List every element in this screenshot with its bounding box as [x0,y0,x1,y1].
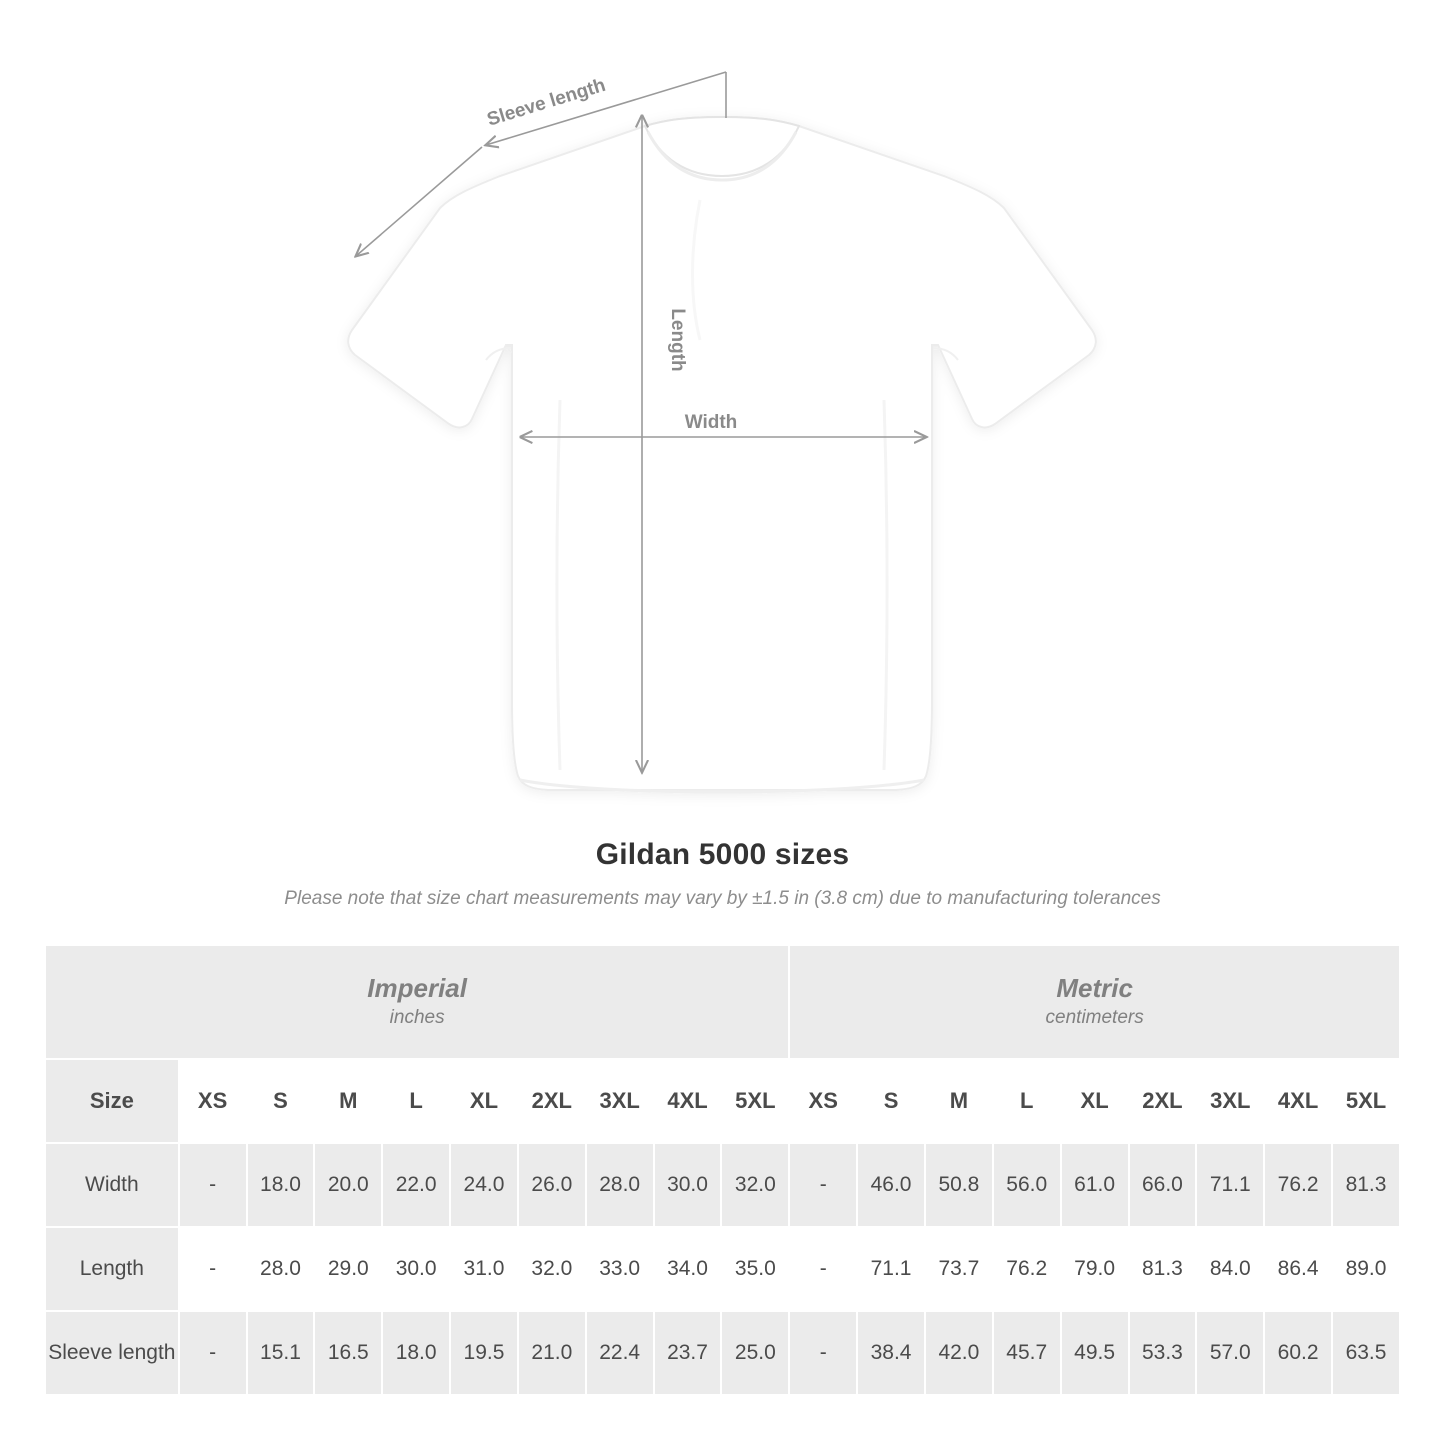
cell-width-metric-4xl: 76.2 [1265,1144,1331,1226]
cell-length-metric-m: 73.7 [926,1228,992,1310]
unit-group-imperial-name: Imperial [367,973,467,1004]
cell-width-imperial-s: 18.0 [248,1144,314,1226]
cell-length-imperial-xl: 31.0 [451,1228,517,1310]
row-label-width: Width [46,1144,178,1226]
cell-length-metric-2xl: 81.3 [1130,1228,1196,1310]
cell-width-imperial-xs: - [180,1144,246,1226]
cell-length-imperial-3xl: 33.0 [587,1228,653,1310]
size-header-imperial-m: M [315,1060,381,1142]
cell-width-imperial-5xl: 32.0 [722,1144,788,1226]
cell-length-imperial-l: 30.0 [383,1228,449,1310]
cell-sleeve-metric-s: 38.4 [858,1312,924,1394]
cell-length-metric-xl: 79.0 [1062,1228,1128,1310]
cell-length-metric-5xl: 89.0 [1333,1228,1399,1310]
table-row [46,1312,1399,1394]
size-table [44,944,1401,1396]
cell-sleeve-metric-5xl: 63.5 [1333,1312,1399,1394]
cell-sleeve-imperial-s: 15.1 [248,1312,314,1394]
cell-sleeve-imperial-5xl: 25.0 [722,1312,788,1394]
cell-sleeve-imperial-xl: 19.5 [451,1312,517,1394]
size-header-metric-3xl: 3XL [1197,1060,1263,1142]
unit-group-row [46,946,1399,1058]
cell-sleeve-metric-l: 45.7 [994,1312,1060,1394]
title-block [0,838,1445,910]
unit-group-metric-name: Metric [1056,973,1133,1004]
cell-width-metric-m: 50.8 [926,1144,992,1226]
cell-length-metric-xs: - [790,1228,856,1310]
cell-width-metric-xl: 61.0 [1062,1144,1128,1226]
size-header-imperial-4xl: 4XL [655,1060,721,1142]
width-label: Width [684,412,738,433]
cell-width-metric-3xl: 71.1 [1197,1144,1263,1226]
size-header-row [46,1060,1399,1142]
cell-width-imperial-2xl: 26.0 [519,1144,585,1226]
cell-sleeve-imperial-m: 16.5 [315,1312,381,1394]
size-header-metric-xl: XL [1062,1060,1128,1142]
cell-sleeve-imperial-2xl: 21.0 [519,1312,585,1394]
size-header-imperial-s: S [248,1060,314,1142]
cell-width-metric-2xl: 66.0 [1130,1144,1196,1226]
row-label-sleeve-length: Sleeve length [46,1312,178,1394]
cell-length-imperial-2xl: 32.0 [519,1228,585,1310]
length-label: Length [667,308,688,372]
size-header-imperial-l: L [383,1060,449,1142]
size-header-imperial-xl: XL [451,1060,517,1142]
cell-length-metric-4xl: 86.4 [1265,1228,1331,1310]
unit-group-imperial-sub: inches [389,1006,445,1028]
cell-width-imperial-xl: 24.0 [451,1144,517,1226]
tolerance-note: Please note that size chart measurements may vary by ±1.5 in (3.8 cm) due to manufacturing tolerances [284,888,1161,909]
cell-sleeve-metric-xl: 49.5 [1062,1312,1128,1394]
cell-sleeve-metric-2xl: 53.3 [1130,1312,1196,1394]
unit-group-imperial [46,946,788,1058]
cell-sleeve-imperial-l: 18.0 [383,1312,449,1394]
size-header-metric-s: S [858,1060,924,1142]
size-table-wrap [44,944,1401,1396]
unit-group-metric [790,946,1399,1058]
tshirt-shape [348,117,1096,792]
size-header-imperial-5xl: 5XL [722,1060,788,1142]
cell-width-imperial-m: 20.0 [315,1144,381,1226]
size-header-metric-xs: XS [790,1060,856,1142]
size-header-metric-4xl: 4XL [1265,1060,1331,1142]
cell-length-imperial-m: 29.0 [315,1228,381,1310]
cell-sleeve-metric-xs: - [790,1312,856,1394]
cell-length-metric-s: 71.1 [858,1228,924,1310]
cell-length-imperial-s: 28.0 [248,1228,314,1310]
row-label-length: Length [46,1228,178,1310]
size-header-label: Size [46,1060,178,1142]
cell-length-metric-l: 76.2 [994,1228,1060,1310]
cell-width-metric-xs: - [790,1144,856,1226]
cell-length-imperial-xs: - [180,1228,246,1310]
size-header-metric-m: M [926,1060,992,1142]
size-header-metric-5xl: 5XL [1333,1060,1399,1142]
cell-width-metric-s: 46.0 [858,1144,924,1226]
cell-width-imperial-4xl: 30.0 [655,1144,721,1226]
size-header-metric-l: L [994,1060,1060,1142]
cell-sleeve-imperial-3xl: 22.4 [587,1312,653,1394]
size-header-imperial-2xl: 2XL [519,1060,585,1142]
cell-sleeve-metric-3xl: 57.0 [1197,1312,1263,1394]
size-header-imperial-3xl: 3XL [587,1060,653,1142]
cell-width-imperial-3xl: 28.0 [587,1144,653,1226]
table-row [46,1228,1399,1310]
table-row [46,1144,1399,1226]
size-header-imperial-xs: XS [180,1060,246,1142]
cell-width-imperial-l: 22.0 [383,1144,449,1226]
cell-sleeve-imperial-4xl: 23.7 [655,1312,721,1394]
cell-length-imperial-4xl: 34.0 [655,1228,721,1310]
unit-group-metric-sub: centimeters [1045,1006,1144,1028]
cell-width-metric-l: 56.0 [994,1144,1060,1226]
cell-sleeve-metric-4xl: 60.2 [1265,1312,1331,1394]
cell-sleeve-metric-m: 42.0 [926,1312,992,1394]
page-title: Gildan 5000 sizes [595,838,850,871]
cell-length-metric-3xl: 84.0 [1197,1228,1263,1310]
cell-length-imperial-5xl: 35.0 [722,1228,788,1310]
cell-width-metric-5xl: 81.3 [1333,1144,1399,1226]
size-header-metric-2xl: 2XL [1130,1060,1196,1142]
cell-sleeve-imperial-xs: - [180,1312,246,1394]
sleeve-length-label: Sleeve length [484,74,609,131]
